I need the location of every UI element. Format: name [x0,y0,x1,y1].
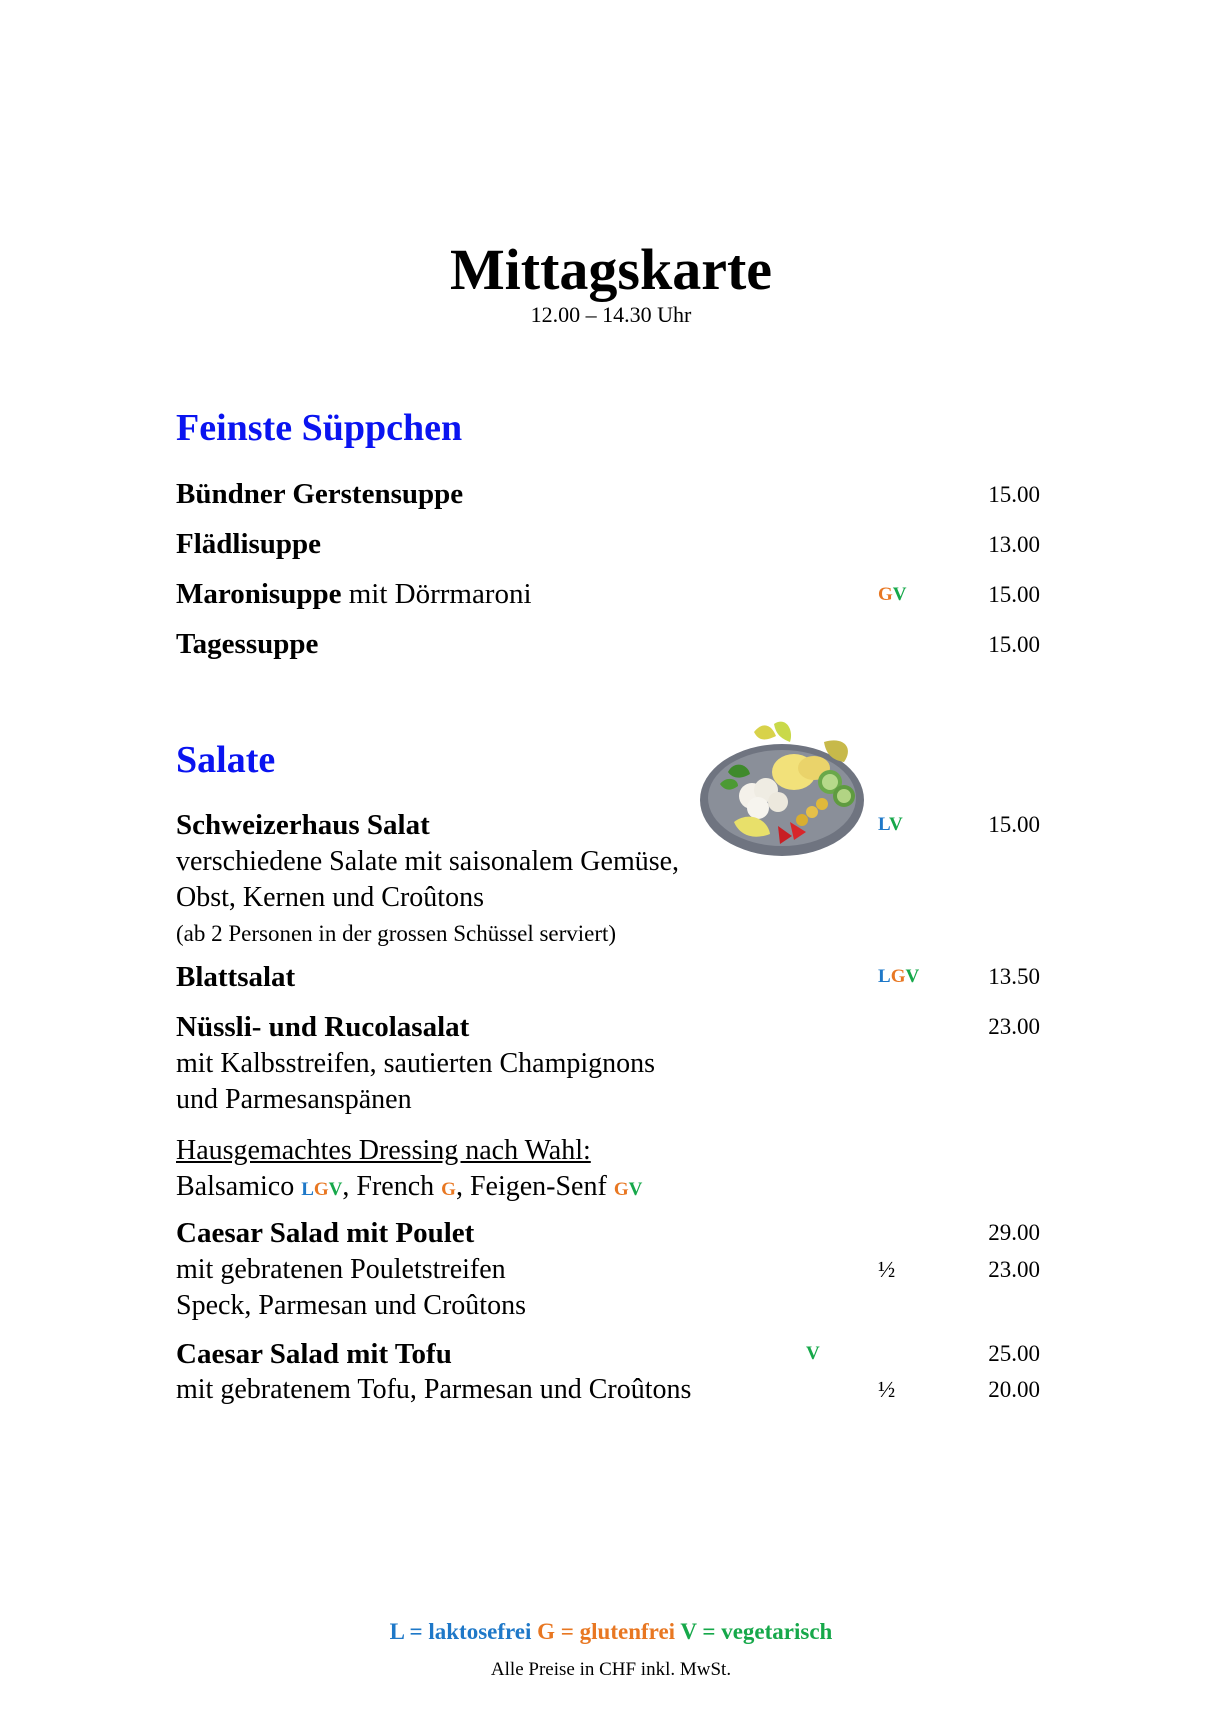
diet-legend [0,1618,1222,1646]
section-title-soups: Feinste Süppchen [176,407,463,449]
section-title-salads: Salate [176,739,276,781]
item-name: Nüssli- und Rucolasalat [176,1011,470,1043]
dressing-name: Feigen-Senf [469,1171,607,1202]
menu-item [176,960,295,994]
item-name: Schweizerhaus Salat [176,809,430,841]
half-portion-label: ½ [878,1257,896,1282]
item-description: und Parmesanspänen [176,1084,412,1115]
diet-tags: LV [878,814,903,835]
diet-tags: GV [613,1179,643,1200]
menu-item [176,477,463,511]
diet-tags: LGV [878,966,920,987]
menu-item [176,808,430,842]
page-title: Mittagskarte [449,237,773,302]
item-price: 13.00 [988,532,1040,557]
price-note: Alle Preise in CHF inkl. MwSt. [490,1659,732,1680]
half-portion-label: ½ [878,1377,896,1402]
item-name: Blattsalat [176,961,296,993]
item-name: Tagessuppe [176,628,319,660]
legend-vegetarian: V = vegetarisch [680,1619,833,1644]
legend-lactose-free: L = laktosefrei [389,1619,532,1644]
item-name: Flädlisuppe [176,528,322,560]
dressing-name: French [356,1171,435,1202]
legend-gluten-free: G = glutenfrei [537,1619,676,1644]
item-description: Obst, Kernen und Croûtons [176,882,484,913]
item-description: mit Kalbsstreifen, sautierten Champignons [176,1048,656,1079]
item-price: 25.00 [988,1341,1040,1366]
item-price: 15.00 [988,582,1040,607]
salad-bowl-image [694,712,870,862]
item-note: (ab 2 Personen in der grossen Schüssel serviert) [176,921,617,946]
dressing-options: Balsamico LGV, French G, Feigen-Senf GV [176,1171,643,1202]
item-description: Speck, Parmesan und Croûtons [176,1290,526,1321]
item-price: 29.00 [988,1220,1040,1245]
menu-item [176,577,532,611]
menu-item [176,627,318,661]
diet-tags: G [441,1179,456,1200]
item-price: 13.50 [988,964,1040,989]
item-extra: mit Dörrmaroni [341,578,532,610]
half-portion-price: 20.00 [988,1377,1040,1402]
menu-item [176,1010,469,1044]
diet-tags: GV [878,584,907,605]
diet-tags: V [806,1343,820,1364]
item-price: 15.00 [988,482,1040,507]
item-description: mit gebratenem Tofu, Parmesan und Croûtons [176,1374,692,1405]
dressing-name: Balsamico [176,1171,295,1202]
item-name: Maronisuppe [176,578,342,610]
item-description: mit gebratenen Pouletstreifen [176,1254,506,1285]
item-description: verschiedene Salate mit saisonalem Gemüse, [176,846,680,877]
half-portion-price: 23.00 [988,1257,1040,1282]
item-name: Caesar Salad mit Poulet [176,1217,475,1249]
menu-item [176,527,321,561]
diet-tags: LGV [301,1179,343,1200]
menu-item [176,1216,474,1250]
opening-hours: 12.00 – 14.30 Uhr [530,302,692,327]
item-name: Bündner Gerstensuppe [176,478,464,510]
dressing-heading: Hausgemachtes Dressing nach Wahl: [176,1135,591,1166]
item-price: 15.00 [988,632,1040,657]
item-price: 15.00 [988,812,1040,837]
item-price: 23.00 [988,1014,1040,1039]
menu-item [176,1337,452,1371]
item-name: Caesar Salad mit Tofu [176,1338,452,1370]
